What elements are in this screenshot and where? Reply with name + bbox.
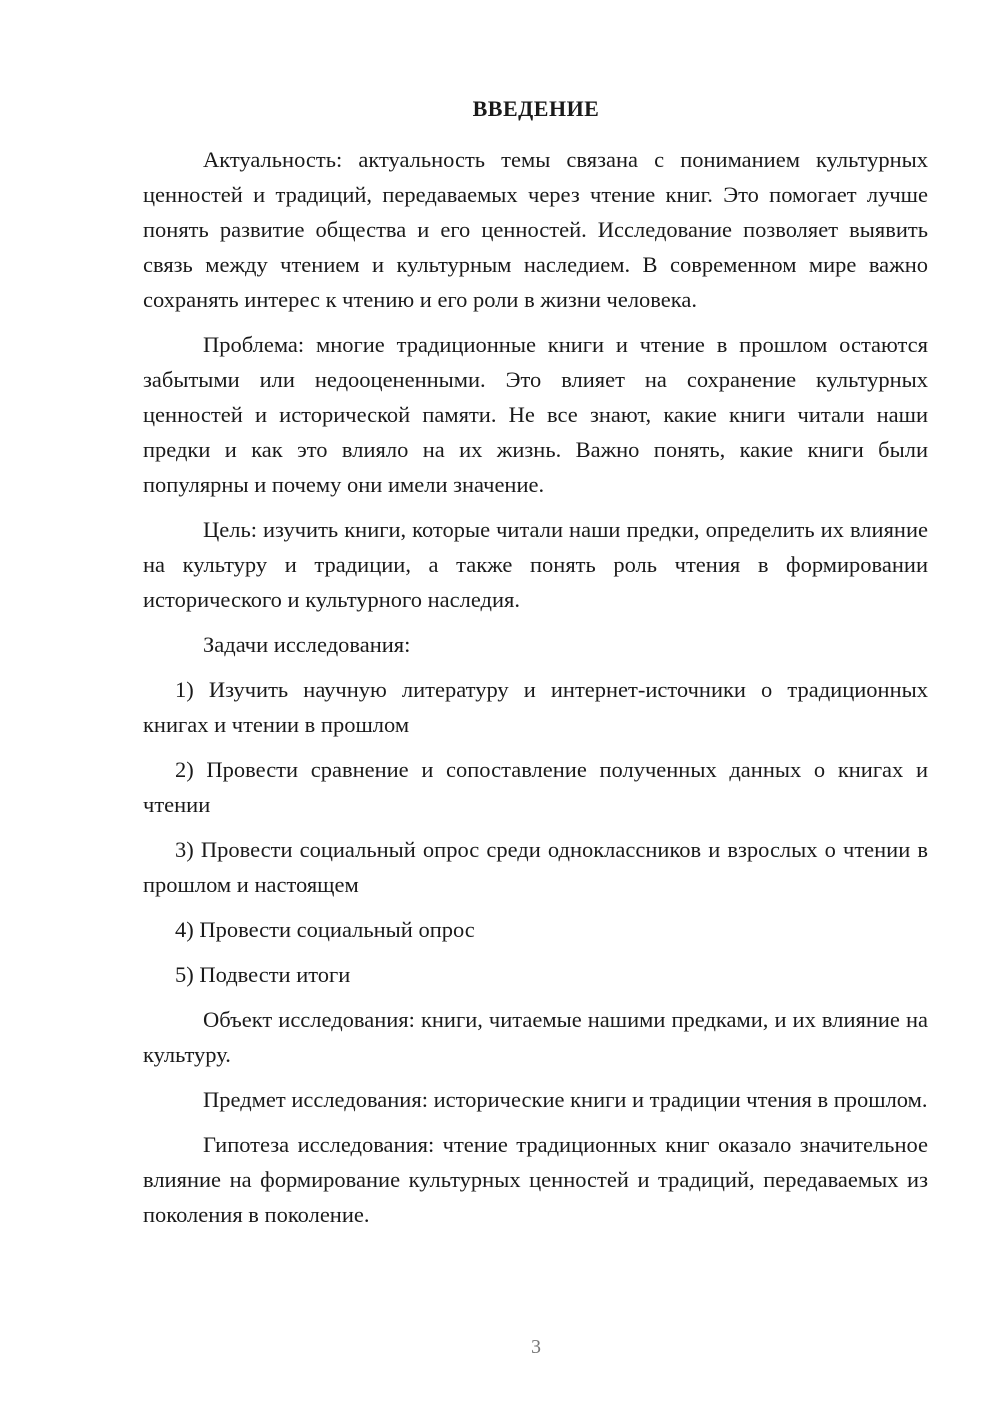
- paragraph-subject: Предмет исследования: исторические книги и традиции чтения в прошлом.: [203, 1087, 928, 1112]
- paragraph-hypothesis: Гипотеза исследования: чтение традиционных книг оказало значительное влияние на формирование культурных ценностей и традиций, передаваемых из поколения в поколение.: [143, 1132, 928, 1227]
- document-body: [143, 142, 928, 1242]
- paragraph-object: Объект исследования: книги, читаемые нашими предками, и их влияние на культуру.: [143, 1007, 928, 1067]
- page-number: 3: [531, 1336, 541, 1358]
- task-item: 2) Провести сравнение и сопоставление полученных данных о книгах и чтении: [143, 757, 928, 817]
- task-item: 5) Подвести итоги: [175, 962, 351, 987]
- paragraph-problem: Проблема: многие традиционные книги и чтение в прошлом остаются забытыми или недооцененными. Это влияет на сохранение культурных ценностей и исторической памяти. Не все знают, какие книги читали наши предки и как это влияло на их жизнь. Важно понять, какие книги были популярны и почему они имели значение.: [143, 332, 928, 497]
- paragraph-relevance: Актуальность: актуальность темы связана с пониманием культурных ценностей и традиций, передаваемых через чтение книг. Это помогает лучше понять развитие общества и его ценностей. Исследование позволяет выявить связь между чтением и культурным наследием. В современном мире важно сохранять интерес к чтению и его роли в жизни человека.: [143, 147, 928, 312]
- tasks-heading: Задачи исследования:: [203, 632, 411, 657]
- task-item: 1) Изучить научную литературу и интернет-источники о традиционных книгах и чтении в прошлом: [143, 677, 928, 737]
- page-title: ВВЕДЕНИЕ: [472, 96, 600, 121]
- task-item: 4) Провести социальный опрос: [175, 917, 475, 942]
- paragraph-goal: Цель: изучить книги, которые читали наши предки, определить их влияние на культуру и традиции, а также понять роль чтения в формировании исторического и культурного наследия.: [143, 517, 928, 612]
- task-item: 3) Провести социальный опрос среди одноклассников и взрослых о чтении в прошлом и настоящем: [143, 837, 928, 897]
